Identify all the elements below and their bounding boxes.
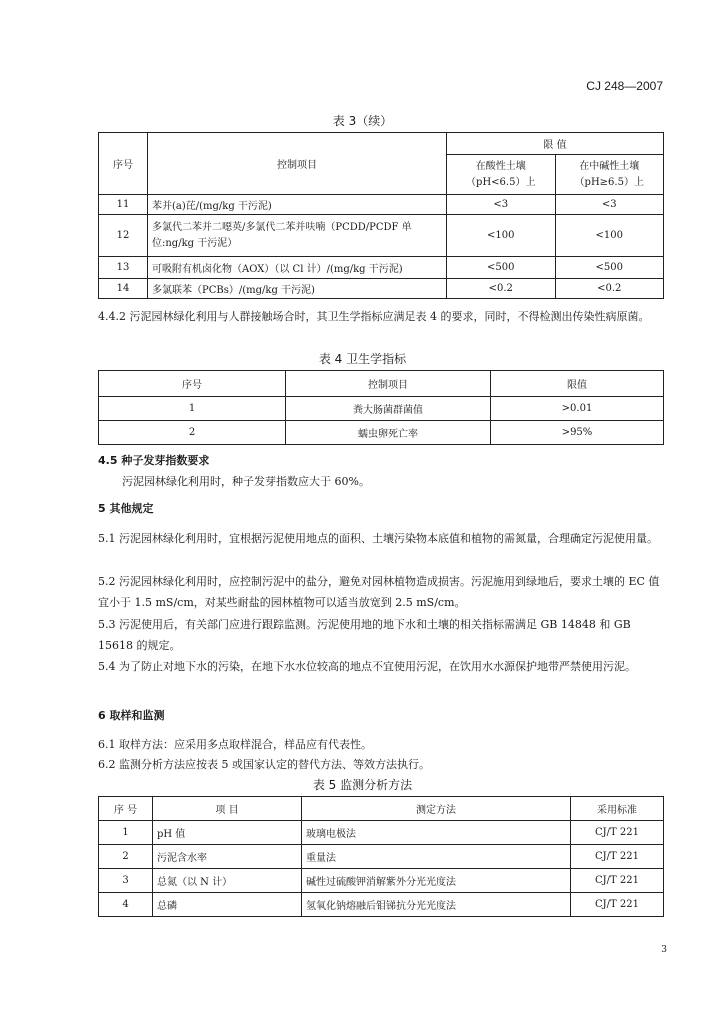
row-item: 粪大肠菌群菌值: [286, 397, 491, 421]
row-no: 12: [99, 215, 148, 257]
row-no: 3: [99, 869, 153, 893]
table5-header-std: 采用标准: [571, 797, 664, 821]
table4: [98, 370, 664, 445]
table-row: [99, 869, 664, 893]
paragraph-5-2: 5.2 污泥园林绿化利用时，应控制污泥中的盐分，避免对园林植物造成损害。污泥施用到绿地后，要求土壤的 EC 值宜小于 1.5 mS/cm，对某些耐盐的园林植物可以适当放宽到 2.5 mS/cm。: [98, 575, 660, 609]
row-acid: <100: [447, 215, 556, 257]
table5-caption: 表 5 监测分析方法: [312, 778, 413, 792]
table-row: [99, 821, 664, 845]
page-number: 3: [661, 945, 667, 955]
row-method: 氢氧化钠熔融后钼锑抗分光光度法: [302, 893, 571, 917]
row-no: 1: [99, 821, 153, 845]
paragraph-5-1: 5.1 污泥园林绿化利用时，宜根据污泥使用地点的面积、土壤污染物本底值和植物的需氮量，合理确定污泥使用量。: [98, 532, 658, 545]
row-acid: <500: [447, 257, 556, 279]
heading-4-5: 4.5 种子发芽指数要求: [98, 454, 210, 467]
paragraph-4-5: 污泥园林绿化利用时，种子发芽指数应大于 60%。: [122, 475, 370, 488]
table-row: [99, 195, 664, 215]
row-item: 苯并(a)芘/(mg/kg 干污泥): [148, 195, 447, 215]
table3: [98, 132, 664, 299]
table3-caption: 表 3（续）: [332, 114, 393, 128]
row-no: 2: [99, 845, 153, 869]
row-item: pH 值: [153, 821, 302, 845]
row-neutral: <500: [555, 257, 664, 279]
table4-header-limit: 限值: [491, 371, 664, 397]
heading-6: 6 取样和监测: [98, 709, 165, 722]
table-row: [99, 397, 664, 421]
row-acid: <3: [447, 195, 556, 215]
row-method: 碱性过硫酸钾消解紫外分光光度法: [302, 869, 571, 893]
row-limit: >0.01: [491, 397, 664, 421]
paragraph-6-1: 6.1 取样方法：应采用多点取样混合，样品应有代表性。: [98, 738, 372, 751]
paragraph-5-4: 5.4 为了防止对地下水的污染，在地下水水位较高的地点不宜使用污泥，在饮用水水源保护地带严禁使用污泥。: [98, 660, 636, 673]
row-item: 污泥含水率: [153, 845, 302, 869]
paragraph-6-2: 6.2 监测分析方法应按表 5 或国家认定的替代方法、等效方法执行。: [98, 758, 430, 771]
table3-header-limit: 限 值: [447, 133, 664, 155]
row-item: 总氮（以 N 计）: [153, 869, 302, 893]
row-neutral: <0.2: [555, 279, 664, 299]
row-std: CJ/T 221: [571, 821, 664, 845]
standard-code: CJ 248—2007: [586, 79, 663, 93]
table3-header-neutral: 在中碱性土壤 （pH≥6.5）上: [555, 155, 664, 195]
row-std: CJ/T 221: [571, 845, 664, 869]
table5-header-no: 序 号: [99, 797, 153, 821]
row-std: CJ/T 221: [571, 869, 664, 893]
table-row: [99, 421, 664, 445]
row-no: 14: [99, 279, 148, 299]
row-no: 11: [99, 195, 148, 215]
row-item: 多氯代二苯并二噁英/多氯代二苯并呋喃（PCDD/PCDF 单位:ng/kg 干污泥）: [148, 215, 447, 257]
row-item: 可吸附有机卤化物（AOX）（以 Cl 计）/(mg/kg 干污泥): [148, 257, 447, 279]
row-item: 蠕虫卵死亡率: [286, 421, 491, 445]
table-row: [99, 215, 664, 257]
row-no: 4: [99, 893, 153, 917]
row-std: CJ/T 221: [571, 893, 664, 917]
table3-header-item: 控制项目: [148, 133, 447, 195]
table3-header-no: 序号: [99, 133, 148, 195]
paragraph-5-3: 5.3 污泥使用后，有关部门应进行跟踪监测。污泥使用地的地下水和土壤的相关指标需满足 GB 14848 和 GB 15618 的规定。: [98, 618, 631, 652]
row-item: 总磷: [153, 893, 302, 917]
table5: [98, 796, 664, 917]
heading-5: 5 其他规定: [98, 502, 154, 515]
table-row: [99, 893, 664, 917]
row-no: 2: [99, 421, 286, 445]
table5-header-method: 测定方法: [302, 797, 571, 821]
table4-header-no: 序号: [99, 371, 286, 397]
row-no: 1: [99, 397, 286, 421]
row-limit: >95%: [491, 421, 664, 445]
row-method: 玻璃电极法: [302, 821, 571, 845]
table-row: [99, 845, 664, 869]
table-row: [99, 257, 664, 279]
table4-header-item: 控制项目: [286, 371, 491, 397]
row-neutral: <100: [555, 215, 664, 257]
table-row: [99, 279, 664, 299]
table4-caption: 表 4 卫生学指标: [318, 352, 407, 366]
table3-header-acid: 在酸性土壤 （pH<6.5）上: [447, 155, 556, 195]
table5-header-item: 项 目: [153, 797, 302, 821]
row-acid: <0.2: [447, 279, 556, 299]
row-item: 多氯联苯（PCBs）/(mg/kg 干污泥): [148, 279, 447, 299]
row-no: 13: [99, 257, 148, 279]
row-neutral: <3: [555, 195, 664, 215]
paragraph-4-4-2: 4.4.2 污泥园林绿化利用与人群接触场合时，其卫生学指标应满足表 4 的要求，同时，不得检测出传染性病原菌。: [98, 310, 650, 323]
row-method: 重量法: [302, 845, 571, 869]
